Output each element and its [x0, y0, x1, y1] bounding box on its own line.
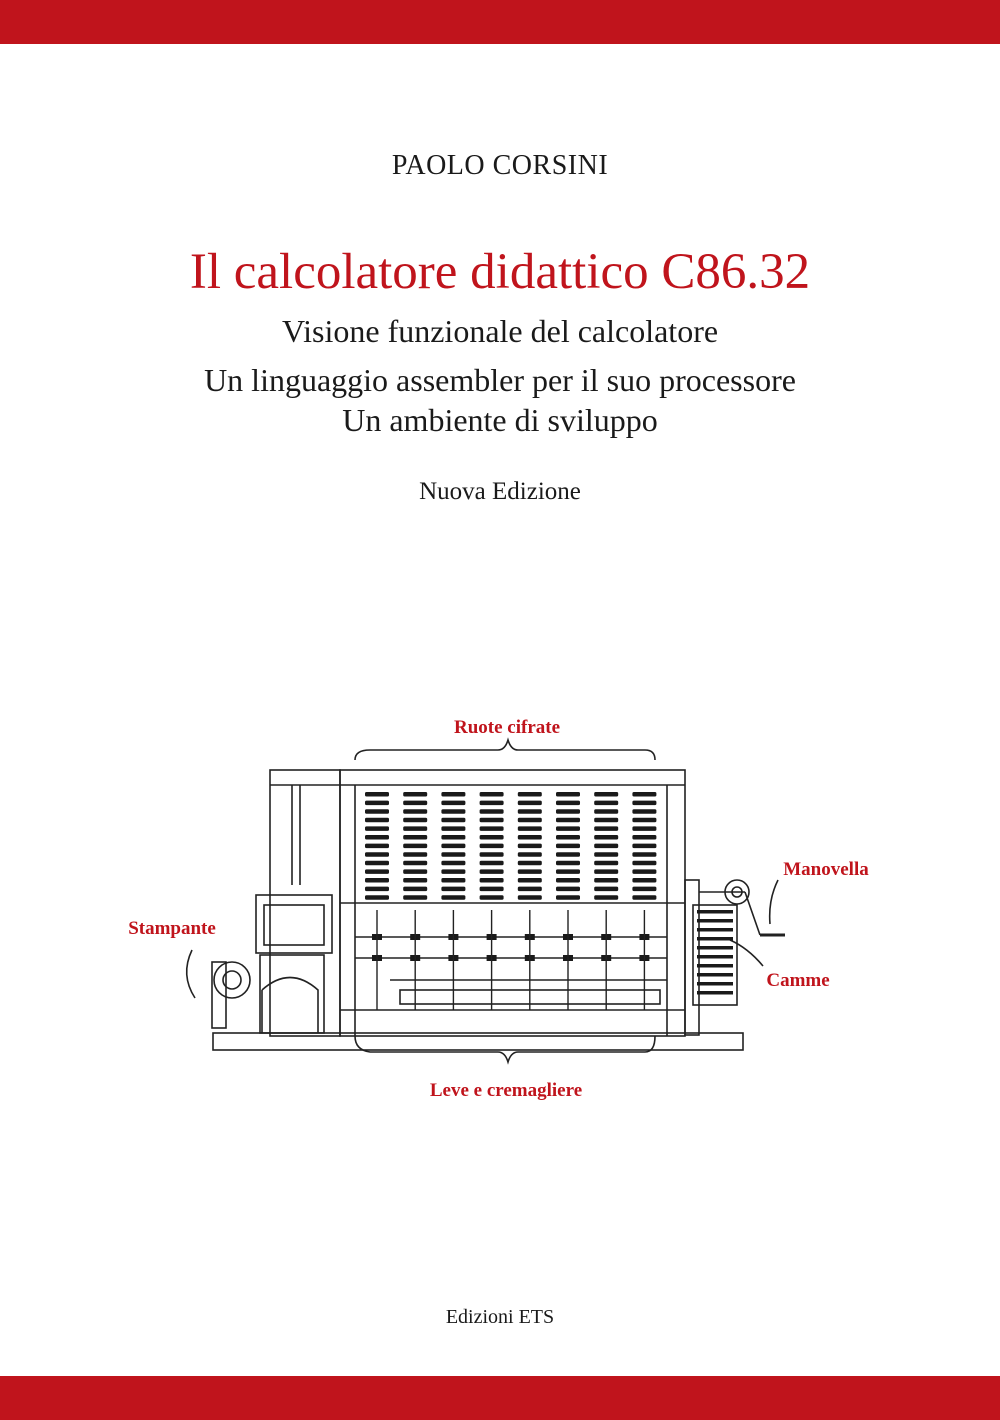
digit-wheel: [632, 844, 656, 849]
digit-wheel: [480, 809, 504, 814]
author-name: PAOLO CORSINI: [391, 150, 609, 181]
cam-disc: [697, 946, 733, 950]
digit-wheel: [441, 878, 465, 883]
digit-wheel: [518, 869, 542, 874]
cam-disc: [697, 928, 733, 932]
digit-wheel: [594, 818, 618, 823]
digit-wheel: [365, 852, 389, 857]
digit-wheel: [556, 861, 580, 866]
top-red-band: [0, 0, 1000, 44]
digit-wheel: [632, 869, 656, 874]
label-stampante: Stampante: [128, 918, 216, 939]
digit-wheel: [518, 887, 542, 892]
digit-wheel: [403, 835, 427, 840]
digit-wheel: [556, 878, 580, 883]
digit-wheel: [518, 852, 542, 857]
digit-wheel: [556, 895, 580, 900]
cam-disc: [697, 973, 733, 977]
cam-disc: [697, 982, 733, 986]
difference-engine-illustration: [100, 700, 900, 1120]
digit-wheel: [632, 861, 656, 866]
digit-wheel: [441, 895, 465, 900]
digit-wheel: [594, 801, 618, 806]
digit-wheel: [441, 809, 465, 814]
digit-wheel: [594, 792, 618, 797]
digit-wheel: [632, 818, 656, 823]
digit-wheel: [480, 869, 504, 874]
subtitle-line-1: Visione funzionale del calcolatore: [281, 313, 719, 349]
digit-wheel: [365, 801, 389, 806]
label-leve-cremagliere: Leve e cremagliere: [429, 1080, 583, 1101]
digit-wheels: [365, 792, 656, 961]
digit-wheel: [403, 809, 427, 814]
digit-wheel: [441, 887, 465, 892]
bottom-bracket: [355, 1036, 655, 1062]
digit-wheel: [556, 792, 580, 797]
digit-wheel: [556, 887, 580, 892]
digit-wheel: [480, 878, 504, 883]
digit-wheel: [556, 869, 580, 874]
digit-wheel: [480, 844, 504, 849]
digit-wheel: [480, 861, 504, 866]
digit-wheel: [403, 861, 427, 866]
digit-wheel: [403, 852, 427, 857]
digit-wheel: [518, 835, 542, 840]
digit-wheel: [594, 835, 618, 840]
digit-wheel: [594, 852, 618, 857]
digit-wheel: [365, 818, 389, 823]
digit-wheel: [403, 887, 427, 892]
digit-wheel: [632, 887, 656, 892]
cam-disc: [697, 937, 733, 941]
digit-wheel: [365, 869, 389, 874]
digit-wheel: [556, 844, 580, 849]
digit-wheel: [403, 792, 427, 797]
digit-wheel: [480, 835, 504, 840]
digit-wheel: [403, 826, 427, 831]
digit-wheel: [518, 818, 542, 823]
digit-wheel: [556, 835, 580, 840]
digit-wheel: [441, 818, 465, 823]
digit-wheel: [403, 895, 427, 900]
bottom-red-band: [0, 1376, 1000, 1420]
digit-wheel: [594, 826, 618, 831]
book-title: Il calcolatore didattico C86.32: [189, 244, 811, 300]
digit-wheel: [365, 835, 389, 840]
digit-wheel: [480, 801, 504, 806]
digit-wheel: [632, 895, 656, 900]
cam-disc: [697, 955, 733, 959]
digit-wheel: [632, 878, 656, 883]
subtitle-line-3: Un ambiente di sviluppo: [342, 402, 658, 438]
digit-wheel: [518, 792, 542, 797]
digit-wheel: [365, 861, 389, 866]
digit-wheel: [365, 878, 389, 883]
digit-wheel: [365, 844, 389, 849]
cam-disc: [697, 910, 733, 914]
digit-wheel: [403, 818, 427, 823]
digit-wheel: [632, 801, 656, 806]
digit-wheel: [441, 835, 465, 840]
digit-wheel: [556, 818, 580, 823]
digit-wheel: [556, 809, 580, 814]
digit-wheel: [632, 826, 656, 831]
digit-wheel: [632, 835, 656, 840]
digit-wheel: [518, 826, 542, 831]
digit-wheel: [632, 792, 656, 797]
digit-wheel: [594, 869, 618, 874]
digit-wheel: [365, 887, 389, 892]
digit-wheel: [594, 861, 618, 866]
digit-wheel: [441, 869, 465, 874]
digit-wheel: [594, 895, 618, 900]
digit-wheel: [441, 801, 465, 806]
digit-wheel: [441, 852, 465, 857]
digit-wheel: [556, 826, 580, 831]
digit-wheel: [480, 826, 504, 831]
cam-disc: [697, 991, 733, 995]
cam-disc: [697, 919, 733, 923]
digit-wheel: [594, 878, 618, 883]
digit-wheel: [365, 809, 389, 814]
digit-wheel: [441, 792, 465, 797]
digit-wheel: [556, 852, 580, 857]
top-bracket: [355, 740, 655, 760]
digit-wheel: [365, 792, 389, 797]
digit-wheel: [518, 878, 542, 883]
cam-disc: [697, 964, 733, 968]
digit-wheel: [403, 869, 427, 874]
digit-wheel: [632, 852, 656, 857]
digit-wheel: [480, 895, 504, 900]
digit-wheel: [480, 887, 504, 892]
digit-wheel: [594, 844, 618, 849]
digit-wheel: [556, 801, 580, 806]
digit-wheel: [594, 809, 618, 814]
digit-wheel: [480, 792, 504, 797]
digit-wheel: [441, 861, 465, 866]
digit-wheel: [480, 818, 504, 823]
digit-wheel: [518, 844, 542, 849]
label-camme: Camme: [766, 970, 830, 991]
digit-wheel: [632, 809, 656, 814]
digit-wheel: [403, 801, 427, 806]
subtitle-line-2: Un linguaggio assembler per il suo processore: [204, 362, 796, 398]
edition-label: Nuova Edizione: [419, 478, 581, 505]
digit-wheel: [518, 801, 542, 806]
publisher-name: Edizioni ETS: [445, 1306, 555, 1328]
digit-wheel: [480, 852, 504, 857]
digit-wheel: [365, 895, 389, 900]
digit-wheel: [365, 826, 389, 831]
digit-wheel: [594, 887, 618, 892]
label-ruote-cifrate: Ruote cifrate: [453, 717, 561, 738]
digit-wheel: [518, 861, 542, 866]
digit-wheel: [441, 826, 465, 831]
digit-wheel: [441, 844, 465, 849]
digit-wheel: [518, 809, 542, 814]
digit-wheel: [518, 895, 542, 900]
label-manovella: Manovella: [783, 859, 869, 880]
digit-wheel: [403, 878, 427, 883]
digit-wheel: [403, 844, 427, 849]
